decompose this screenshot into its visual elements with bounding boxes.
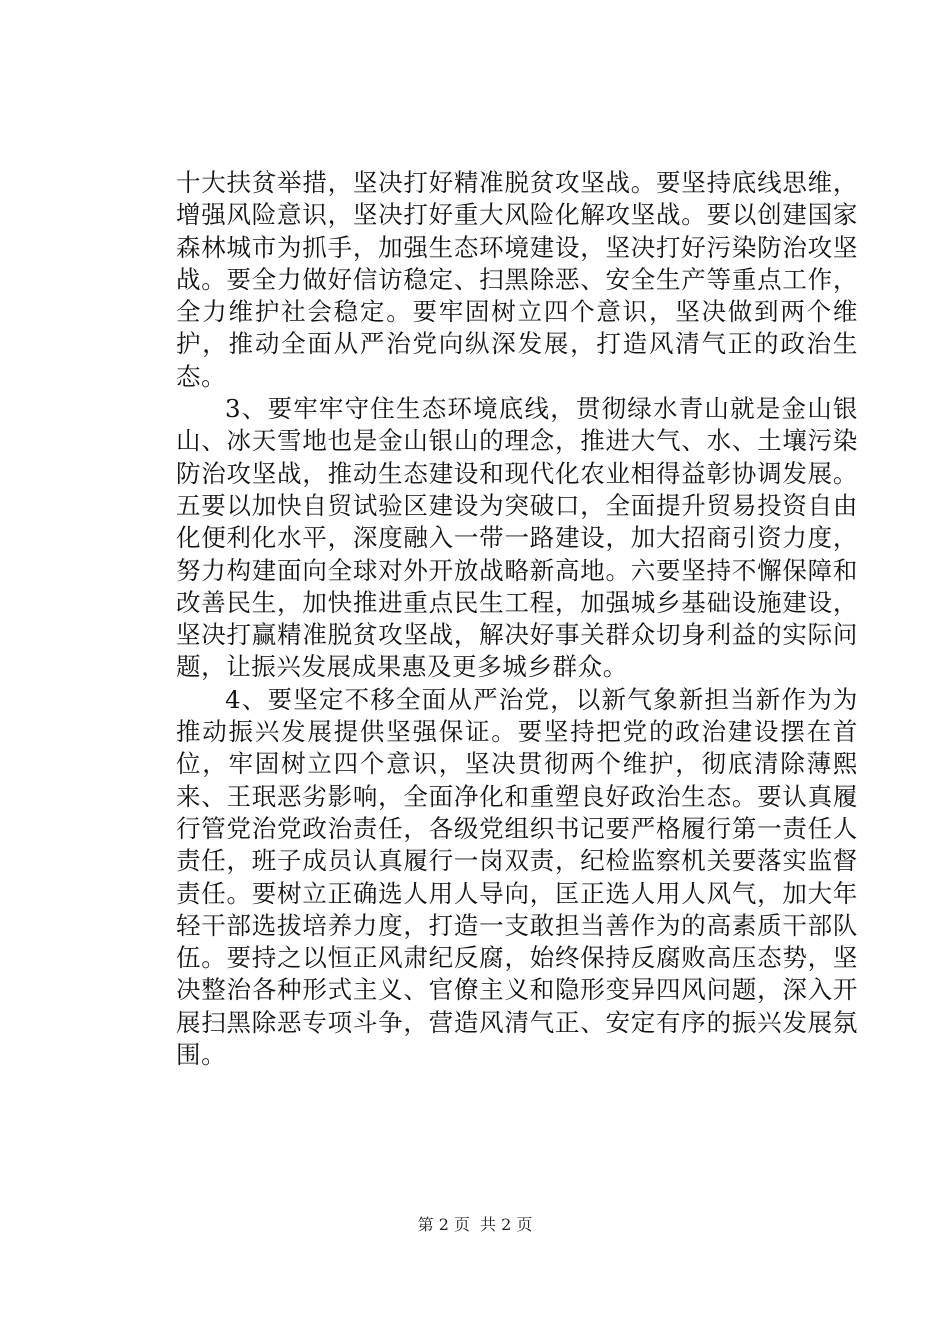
page-number: 第 2 页 — [417, 1215, 470, 1234]
document-body — [176, 167, 858, 1071]
page-footer — [0, 1214, 950, 1236]
paragraph-continuation: 十大扶贫举措，坚决打好精准脱贫攻坚战。要坚持底线思维，增强风险意识，坚决打好重大风险化解攻坚战。要以创建国家森林城市为抓手，加强生态环境建设，坚决打好污染防治攻坚战。要全力做好信访稳定、扫黑除恶、安全生产等重点工作，全力维护社会稳定。要牢固树立四个意识，坚决做到两个维护，推动全面从严治党向纵深发展，打造风清气正的政治生态。 — [176, 168, 858, 391]
paragraph-item-4: 4、要坚定不移全面从严治党，以新气象新担当新作为为推动振兴发展提供坚强保证。要坚持把党的政治建设摆在首位，牢固树立四个意识，坚决贯彻两个维护，彻底清除薄熙来、王珉恶劣影响，全面净化和重塑良好政治生态。要认真履行管党治党政治责任，各级党组织书记要严格履行第一责任人责任，班子成员认真履行一岗双责，纪检监察机关要落实监督责任。要树立正确选人用人导向，匡正选人用人风气，加大年轻干部选拔培养力度，打造一支敢担当善作为的高素质干部队伍。要持之以恒正风肃纪反腐，始终保持反腐败高压态势，坚决整治各种形式主义、官僚主义和隐形变异四风问题，深入开展扫黑除恶专项斗争，营造风清气正、安定有序的振兴发展氛围。 — [176, 684, 858, 1070]
paragraph-item-3: 3、要牢牢守住生态环境底线，贯彻绿水青山就是金山银山、冰天雪地也是金山银山的理念，推进大气、水、土壤污染防治攻坚战，推动生态建设和现代化农业相得益彰协调发展。五要以加快自贸试验区建设为突破口，全面提升贸易投资自由化便利化水平，深度融入一带一路建设，加大招商引资力度，努力构建面向全球对外开放战略新高地。六要坚持不懈保障和改善民生，加快推进重点民生工程，加强城乡基础设施建设，坚决打赢精准脱贫攻坚战，解决好事关群众切身利益的实际问题，让振兴发展成果惠及更多城乡群众。 — [176, 394, 858, 682]
page-total: 共 2 页 — [480, 1215, 533, 1234]
